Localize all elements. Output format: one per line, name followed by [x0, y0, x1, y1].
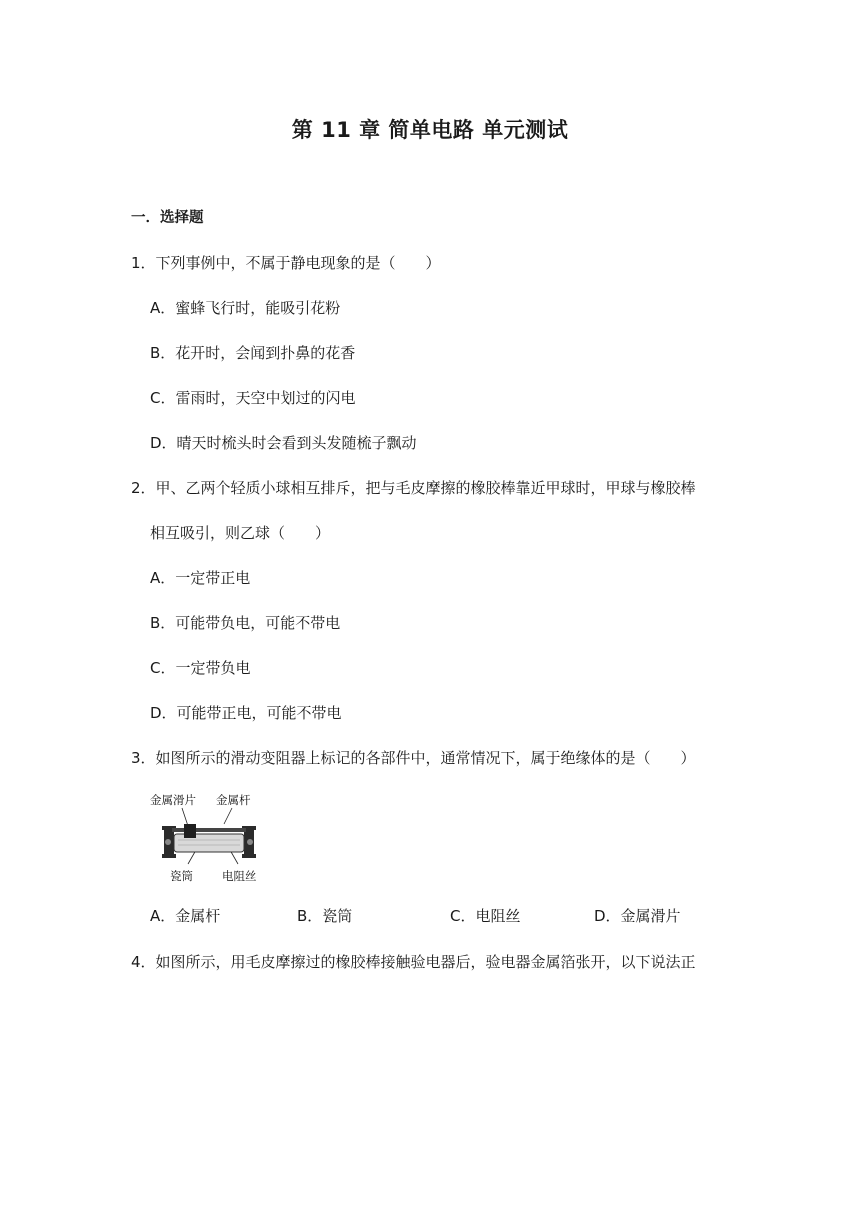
question-3-option-a: A．金属杆 [150, 907, 221, 925]
question-2-stem-line2: 相互吸引，则乙球（ ） [150, 524, 331, 542]
page-title: 第 11 章 简单电路 单元测试 [291, 118, 569, 142]
question-1-stem: 1．下列事例中，不属于静电现象的是（ ） [131, 254, 441, 272]
question-2-option-a: A．一定带正电 [150, 569, 251, 587]
question-3-option-d: D．金属滑片 [594, 907, 681, 925]
question-1-option-c: C．雷雨时，天空中划过的闪电 [150, 389, 356, 407]
question-2-option-d: D．可能带正电，可能不带电 [150, 704, 342, 722]
question-4-stem: 4．如图所示，用毛皮摩擦过的橡胶棒接触验电器后，验电器金属箔张开，以下说法正 [131, 953, 696, 971]
figure-label-resistance-wire: 电阻丝 [222, 869, 257, 883]
question-2-stem-line1: 2．甲、乙两个轻质小球相互排斥，把与毛皮摩擦的橡胶棒靠近甲球时，甲球与橡胶棒 [131, 479, 696, 497]
figure-label-metal-slider: 金属滑片 [150, 793, 196, 807]
section-heading: 一．选择题 [131, 210, 204, 226]
question-1-option-a: A．蜜蜂飞行时，能吸引花粉 [150, 299, 341, 317]
rheostat-figure [148, 788, 270, 884]
rheostat-drawing [162, 808, 256, 864]
question-2-option-c: C．一定带负电 [150, 659, 251, 677]
question-3-option-c: C．电阻丝 [450, 907, 521, 925]
figure-label-porcelain-tube: 瓷筒 [170, 869, 193, 883]
question-3-stem: 3．如图所示的滑动变阻器上标记的各部件中，通常情况下，属于绝缘体的是（ ） [131, 749, 696, 767]
question-2-option-b: B．可能带负电，可能不带电 [150, 614, 341, 632]
question-1-option-b: B．花开时，会闻到扑鼻的花香 [150, 344, 356, 362]
question-1-option-d: D．晴天时梳头时会看到头发随梳子飘动 [150, 434, 417, 452]
figure-label-metal-rod: 金属杆 [216, 793, 251, 807]
question-3-option-b: B．瓷筒 [297, 907, 353, 925]
